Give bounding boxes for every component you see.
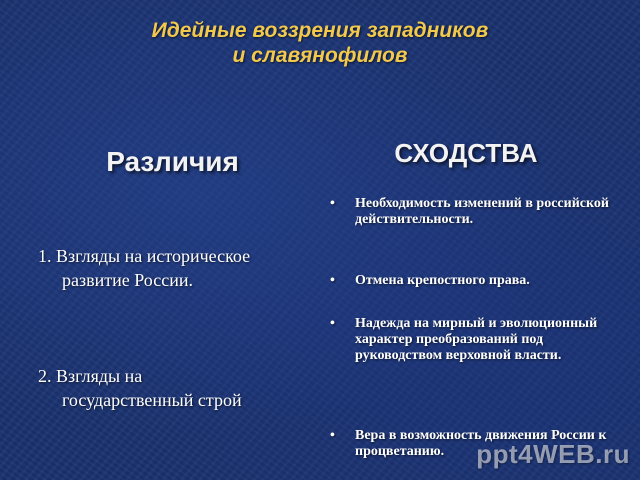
similarity-item-2 [330,273,610,289]
slide-title-line-2: и славянофилов [232,44,408,67]
similarities-heading: СХОДСТВА [394,138,538,168]
similarity-item-2-text: Отмена крепостного права. [355,273,530,288]
slide-title [0,18,640,68]
difference-item-2 [38,364,328,412]
difference-item-1 [38,244,328,292]
difference-item-2-line-1: 2. Взгляды на [38,366,143,386]
bullet-icon: • [330,428,335,443]
similarity-item-1 [330,196,610,228]
similarity-item-1-text: Необходимость изменений в российской действительности. [355,196,609,227]
difference-item-1-line-2: развитие России. [62,270,193,290]
bullet-icon: • [330,316,335,331]
difference-item-2-line-2: государственный строй [62,390,242,410]
differences-heading: Различия [106,146,239,177]
bullet-icon: • [330,273,335,288]
watermark: ppt4WEB.ru [476,439,630,469]
similarity-item-4-text: Вера в возможность движения России к процветанию. [355,428,607,459]
difference-item-1-line-1: 1. Взгляды на историческое [38,246,251,266]
similarity-item-3 [330,316,610,364]
similarity-item-3-text: Надежда на мирный и эволюционный характер преобразований под руководством верховной власти. [355,316,598,363]
slide-title-line-1: Идейные воззрения западников [151,19,489,42]
bullet-icon: • [330,196,335,211]
